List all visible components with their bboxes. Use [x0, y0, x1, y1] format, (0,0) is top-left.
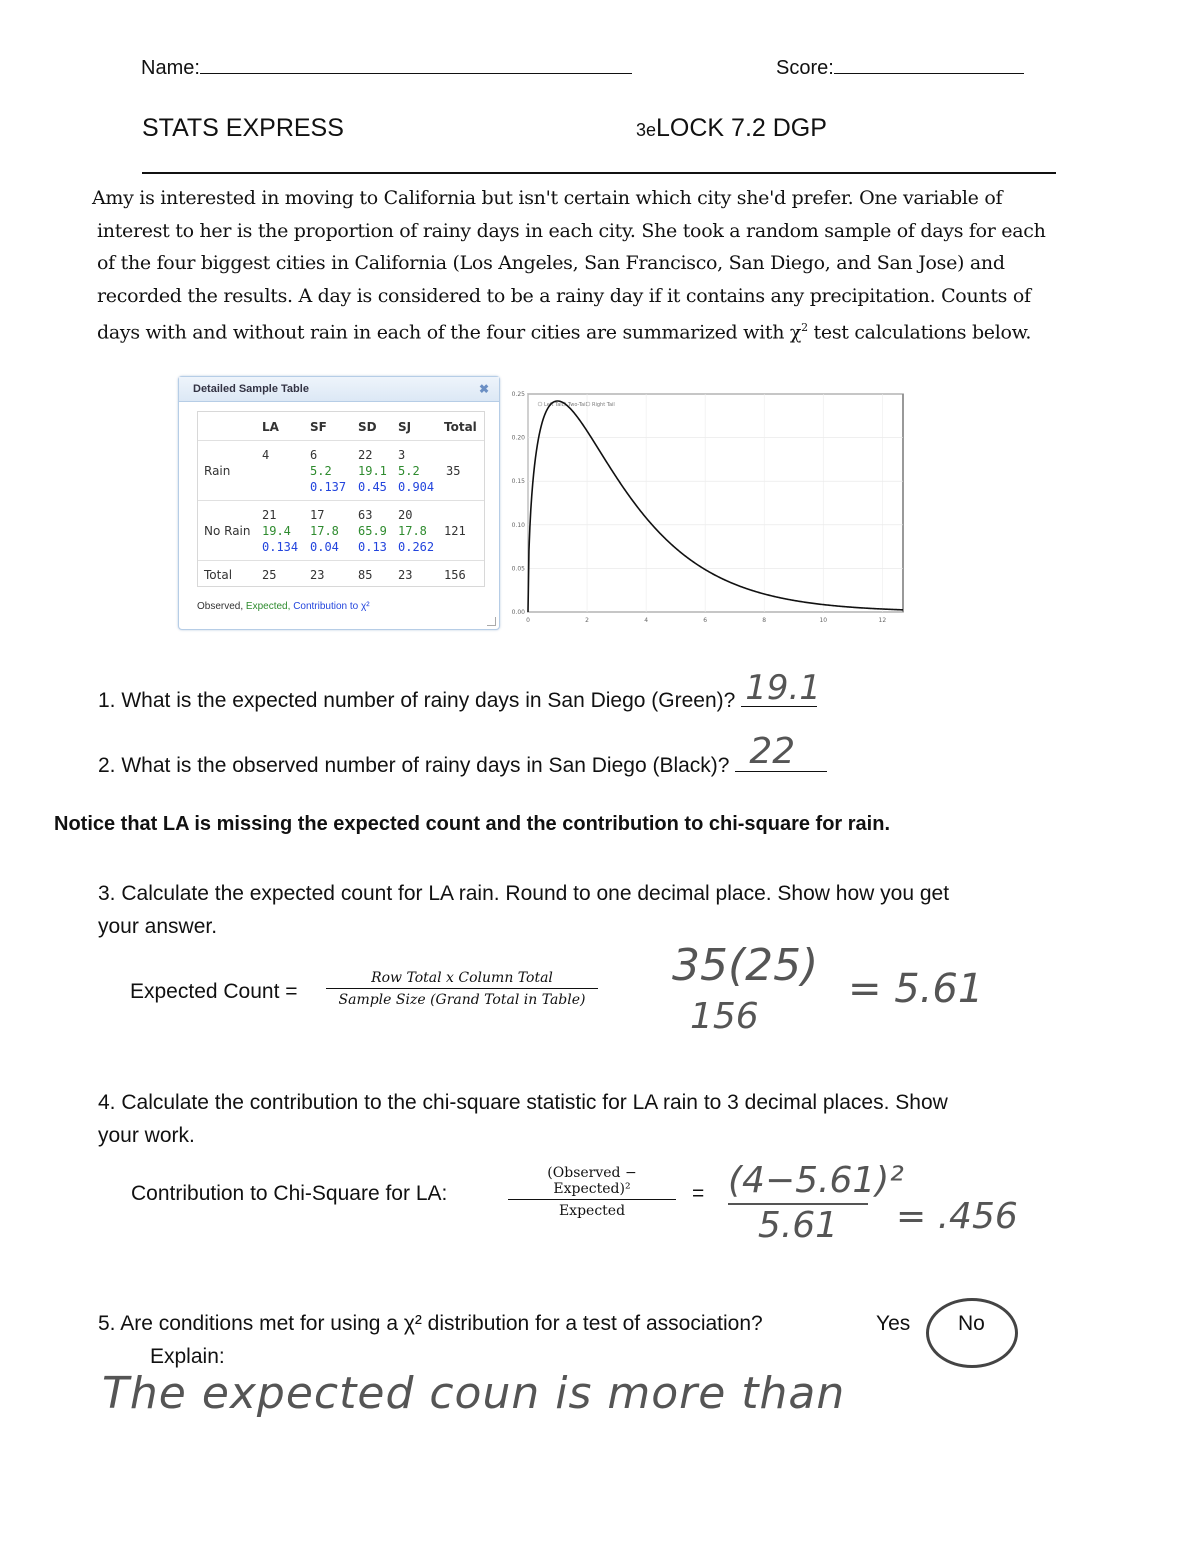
y-tick-label: 0.10	[511, 521, 525, 529]
cell-contribution: 0.04	[310, 540, 339, 554]
intro-line: Amy is interested in moving to California but isn't certain which city she'd prefer. One variable of	[92, 187, 1003, 209]
col-header: SF	[310, 420, 327, 434]
work-3-denominator: 156	[690, 996, 759, 1037]
handwritten-explanation: The expected coun is more than	[102, 1368, 846, 1419]
x-tick-label: 12	[878, 617, 887, 624]
cell-observed: 20	[398, 508, 413, 522]
row-label: No Rain	[204, 524, 251, 538]
sample-table	[197, 411, 485, 587]
cell-observed: 17	[310, 508, 325, 522]
cell-contribution: 0.904	[398, 480, 435, 494]
cell-observed: 6	[310, 448, 318, 462]
cell-expected: 5.2	[398, 464, 420, 478]
work-3-numerator: 35(25)	[672, 940, 819, 991]
cell-expected: 65.9	[358, 524, 387, 538]
legend-item: Two-Tail	[568, 402, 587, 408]
table-legend: Observed, Expected, Contribution to χ²	[197, 601, 370, 612]
y-axis	[512, 391, 526, 616]
cell-observed: 3	[398, 448, 406, 462]
lesson-prefix: 3e	[636, 120, 657, 140]
expected-count-label: Expected Count =	[130, 980, 298, 1003]
notice-text: Notice that LA is missing the expected count and the contribution to chi-square for rain.	[54, 813, 891, 835]
cell-contribution: 0.134	[262, 540, 299, 554]
close-icon[interactable]: ✖	[478, 382, 489, 396]
answer-1: 19.1	[745, 668, 821, 708]
cell-expected: 17.8	[310, 524, 339, 538]
x-tick-label: 8	[762, 617, 767, 624]
question-3: 3. Calculate the expected count for LA rain. Round to one decimal place. Show how you get your answer.	[98, 882, 950, 938]
sample-table-panel	[178, 376, 500, 630]
score-label: Score:	[776, 55, 1024, 80]
panel-header	[179, 377, 499, 402]
name-line[interactable]	[200, 55, 632, 74]
y-tick-label: 0.20	[511, 434, 525, 442]
legend-item: Left Tail	[544, 402, 564, 408]
question-5: 5. Are conditions met for using a χ² distribution for a test of association?	[98, 1312, 763, 1335]
panel-title: Detailed Sample Table	[193, 383, 309, 395]
work-4-result: = .456	[896, 1196, 1018, 1237]
x-axis	[526, 617, 886, 624]
lesson-code: LOCK 7.2 DGP	[656, 114, 827, 142]
answer-2-line[interactable]	[735, 731, 827, 772]
intro-line: of the four biggest cities in California (Los Angeles, San Francisco, San Diego, and San Jose) and	[97, 252, 1005, 274]
question-2: 2. What is the observed number of rainy days in San Diego (Black)? 22	[98, 747, 827, 778]
y-tick-label: 0.05	[511, 565, 525, 573]
x-tick-label: 2	[585, 617, 589, 624]
cell-total: 85	[358, 568, 373, 582]
cell-total: 25	[262, 568, 277, 582]
col-header: SD	[358, 420, 377, 434]
chi-square-chart	[500, 390, 910, 630]
cell-observed: 63	[358, 508, 373, 522]
intro-line: days with and without rain in each of the four cities are summarized with $\chi^2$ test calculations below.	[97, 321, 1032, 344]
intro-paragraph	[92, 182, 1072, 349]
cell-observed: 4	[262, 448, 270, 462]
contribution-label: Contribution to Chi-Square for LA:	[131, 1182, 448, 1205]
cell-observed: 21	[262, 508, 277, 522]
cell-total: 23	[310, 568, 325, 582]
x-tick-label: 6	[703, 617, 708, 624]
col-header: LA	[262, 420, 279, 434]
explain-label: Explain:	[150, 1345, 225, 1368]
y-tick-label: 0.15	[511, 478, 525, 486]
col-header: Total	[444, 420, 477, 434]
x-tick-label: 4	[644, 617, 649, 624]
cell-expected: 19.4	[262, 524, 291, 538]
no-option[interactable]: No	[958, 1312, 985, 1335]
col-header: SJ	[398, 420, 412, 434]
page-title: STATS EXPRESS	[142, 114, 344, 142]
lesson-title	[636, 114, 827, 143]
legend-item: Right Tail	[592, 402, 615, 408]
cell-total: 23	[398, 568, 413, 582]
row-label: Total	[204, 568, 233, 582]
row-label: Rain	[204, 464, 231, 478]
y-tick-label: 0.00	[511, 609, 525, 616]
x-tick-label: 10	[819, 617, 828, 624]
contribution-formula: (Observed − Expected)² Expected	[508, 1165, 676, 1219]
chi-symbol: χ	[789, 321, 802, 344]
cell-total: 35	[446, 464, 461, 478]
cell-observed: 22	[358, 448, 373, 462]
equals-sign: =	[692, 1182, 705, 1205]
cell-expected: 19.1	[358, 464, 387, 478]
x-tick-label: 0	[526, 617, 530, 624]
question-4: 4. Calculate the contribution to the chi-square statistic for LA rain to 3 decimal places. Show your work.	[98, 1091, 948, 1147]
name-label: Name:	[141, 55, 632, 80]
cell-total: 156	[444, 568, 466, 582]
cell-contribution: 0.262	[398, 540, 435, 554]
header-divider	[142, 172, 1056, 174]
y-tick-label: 0.25	[511, 391, 525, 398]
work-3-result: = 5.61	[848, 966, 984, 1012]
score-line[interactable]	[834, 55, 1024, 74]
cell-expected: 17.8	[398, 524, 427, 538]
question-1: 1. What is the expected number of rainy days in San Diego (Green)? 19.1	[98, 668, 821, 712]
cell-contribution: 0.13	[358, 540, 387, 554]
cell-contribution: 0.137	[310, 480, 347, 494]
expected-count-formula: Row Total x Column Total Sample Size (Grand Total in Table)	[326, 970, 598, 1008]
intro-line: interest to her is the proportion of rainy days in each city. She took a random sample of days for each	[97, 219, 1046, 242]
cell-contribution: 0.45	[358, 480, 387, 494]
resize-handle-icon[interactable]	[487, 617, 496, 626]
answer-1-line[interactable]	[741, 668, 821, 708]
yes-option[interactable]: Yes	[876, 1312, 911, 1335]
intro-line: recorded the results. A day is considered to be a rainy day if it contains any precipitation. Counts of	[97, 284, 1031, 307]
cell-total: 121	[444, 524, 466, 538]
cell-expected: 5.2	[310, 464, 332, 478]
work-4-fraction: (4−5.61)² 5.61	[728, 1160, 904, 1246]
answer-2: 22	[749, 731, 796, 772]
